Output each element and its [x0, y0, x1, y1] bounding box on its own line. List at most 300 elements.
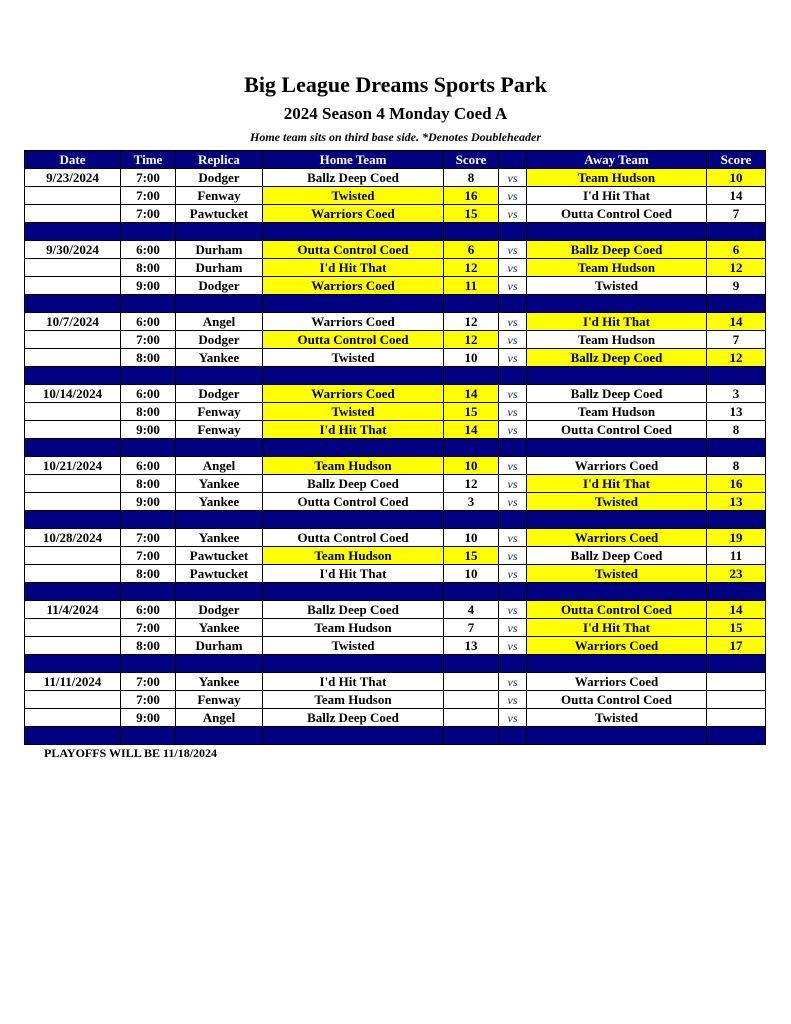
game-row [25, 457, 766, 475]
game-row [25, 709, 766, 727]
home-team: Warriors Coed [263, 277, 444, 295]
game-date: 10/21/2024 [25, 457, 121, 475]
home-team: Outta Control Coed [263, 529, 444, 547]
vs-label: vs [499, 259, 527, 277]
game-date [25, 331, 121, 349]
away-team: Ballz Deep Coed [527, 241, 707, 259]
game-time: 7:00 [121, 529, 176, 547]
separator-cell [121, 439, 176, 457]
separator-cell [263, 583, 444, 601]
game-field: Pawtucket [176, 565, 263, 583]
vs-label: vs [499, 691, 527, 709]
separator-cell [176, 223, 263, 241]
away-score [707, 709, 766, 727]
game-date [25, 547, 121, 565]
away-score: 9 [707, 277, 766, 295]
game-date [25, 493, 121, 511]
vs-label: vs [499, 601, 527, 619]
home-score: 15 [444, 205, 499, 223]
separator-cell [527, 511, 707, 529]
separator-cell [25, 655, 121, 673]
separator-cell [176, 511, 263, 529]
away-team: Warriors Coed [527, 673, 707, 691]
game-row [25, 331, 766, 349]
separator-cell [263, 727, 444, 745]
vs-label: vs [499, 547, 527, 565]
game-date [25, 187, 121, 205]
game-date [25, 709, 121, 727]
game-field: Dodger [176, 601, 263, 619]
separator-cell [707, 439, 766, 457]
separator-cell [121, 223, 176, 241]
game-date [25, 691, 121, 709]
home-team: Outta Control Coed [263, 241, 444, 259]
away-team: I'd Hit That [527, 187, 707, 205]
game-time: 7:00 [121, 673, 176, 691]
game-date [25, 619, 121, 637]
game-row [25, 169, 766, 187]
game-field: Angel [176, 313, 263, 331]
game-time: 8:00 [121, 565, 176, 583]
header-time: Time [121, 151, 176, 169]
separator-cell [527, 439, 707, 457]
away-score: 14 [707, 187, 766, 205]
game-time: 9:00 [121, 493, 176, 511]
home-score: 4 [444, 601, 499, 619]
away-team: I'd Hit That [527, 313, 707, 331]
away-team: Outta Control Coed [527, 601, 707, 619]
away-team: Ballz Deep Coed [527, 547, 707, 565]
separator-cell [527, 223, 707, 241]
vs-label: vs [499, 313, 527, 331]
home-score: 14 [444, 385, 499, 403]
game-field: Dodger [176, 331, 263, 349]
game-field: Angel [176, 457, 263, 475]
game-field: Yankee [176, 529, 263, 547]
game-time: 7:00 [121, 331, 176, 349]
separator-cell [527, 655, 707, 673]
game-date [25, 637, 121, 655]
home-score: 12 [444, 475, 499, 493]
away-team: Ballz Deep Coed [527, 349, 707, 367]
separator-cell [499, 727, 527, 745]
vs-label: vs [499, 529, 527, 547]
separator-cell [707, 511, 766, 529]
separator-cell [25, 511, 121, 529]
away-score: 14 [707, 601, 766, 619]
header-home-score: Score [444, 151, 499, 169]
away-team: Warriors Coed [527, 529, 707, 547]
page-subtitle: 2024 Season 4 Monday Coed A [283, 104, 508, 123]
game-field: Yankee [176, 673, 263, 691]
game-field: Pawtucket [176, 547, 263, 565]
game-row [25, 385, 766, 403]
home-score: 16 [444, 187, 499, 205]
game-time: 7:00 [121, 547, 176, 565]
home-team: Outta Control Coed [263, 493, 444, 511]
separator-cell [707, 367, 766, 385]
week-separator [25, 223, 766, 241]
vs-label: vs [499, 205, 527, 223]
game-date: 9/23/2024 [25, 169, 121, 187]
separator-cell [263, 439, 444, 457]
separator-cell [121, 583, 176, 601]
separator-cell [25, 583, 121, 601]
game-time: 9:00 [121, 709, 176, 727]
away-score: 16 [707, 475, 766, 493]
separator-cell [121, 367, 176, 385]
game-row [25, 673, 766, 691]
game-row [25, 547, 766, 565]
home-score: 10 [444, 457, 499, 475]
separator-cell [444, 511, 499, 529]
game-date: 9/30/2024 [25, 241, 121, 259]
home-team: Twisted [263, 403, 444, 421]
vs-label: vs [499, 673, 527, 691]
away-score: 11 [707, 547, 766, 565]
separator-cell [707, 727, 766, 745]
game-row [25, 637, 766, 655]
away-team: Outta Control Coed [527, 205, 707, 223]
away-team: Outta Control Coed [527, 421, 707, 439]
vs-label: vs [499, 277, 527, 295]
game-field: Durham [176, 259, 263, 277]
home-team: Ballz Deep Coed [263, 475, 444, 493]
home-team: I'd Hit That [263, 565, 444, 583]
away-team: I'd Hit That [527, 475, 707, 493]
vs-label: vs [499, 619, 527, 637]
game-row [25, 349, 766, 367]
game-field: Fenway [176, 691, 263, 709]
separator-cell [176, 655, 263, 673]
away-team: Ballz Deep Coed [527, 385, 707, 403]
game-time: 7:00 [121, 169, 176, 187]
header-home-team: Home Team [263, 151, 444, 169]
away-score: 8 [707, 457, 766, 475]
separator-cell [263, 511, 444, 529]
game-time: 7:00 [121, 619, 176, 637]
separator-cell [263, 223, 444, 241]
home-score: 10 [444, 349, 499, 367]
away-score: 12 [707, 259, 766, 277]
game-time: 6:00 [121, 313, 176, 331]
separator-cell [121, 295, 176, 313]
home-score: 15 [444, 403, 499, 421]
game-field: Yankee [176, 493, 263, 511]
week-separator [25, 511, 766, 529]
game-date: 10/28/2024 [25, 529, 121, 547]
game-field: Dodger [176, 169, 263, 187]
game-field: Pawtucket [176, 205, 263, 223]
home-team: Warriors Coed [263, 313, 444, 331]
game-field: Durham [176, 637, 263, 655]
home-score: 11 [444, 277, 499, 295]
game-date: 10/14/2024 [25, 385, 121, 403]
header-date: Date [25, 151, 121, 169]
vs-label: vs [499, 403, 527, 421]
game-date [25, 421, 121, 439]
vs-label: vs [499, 385, 527, 403]
separator-cell [263, 295, 444, 313]
game-row [25, 205, 766, 223]
separator-cell [444, 439, 499, 457]
home-score: 12 [444, 313, 499, 331]
week-separator [25, 583, 766, 601]
game-time: 6:00 [121, 241, 176, 259]
separator-cell [176, 439, 263, 457]
separator-cell [527, 295, 707, 313]
game-date: 11/11/2024 [25, 673, 121, 691]
game-row [25, 403, 766, 421]
separator-cell [527, 583, 707, 601]
separator-cell [499, 655, 527, 673]
vs-label: vs [499, 187, 527, 205]
vs-label: vs [499, 241, 527, 259]
game-date [25, 403, 121, 421]
home-score: 3 [444, 493, 499, 511]
game-field: Yankee [176, 619, 263, 637]
separator-cell [527, 367, 707, 385]
home-score: 12 [444, 259, 499, 277]
home-team: Outta Control Coed [263, 331, 444, 349]
game-row [25, 601, 766, 619]
home-team: I'd Hit That [263, 259, 444, 277]
game-row [25, 565, 766, 583]
separator-cell [707, 223, 766, 241]
home-team: I'd Hit That [263, 673, 444, 691]
week-separator [25, 295, 766, 313]
game-time: 6:00 [121, 457, 176, 475]
separator-cell [121, 511, 176, 529]
vs-label: vs [499, 565, 527, 583]
home-team: Team Hudson [263, 457, 444, 475]
game-date: 10/7/2024 [25, 313, 121, 331]
away-team: Twisted [527, 565, 707, 583]
away-team: Team Hudson [527, 331, 707, 349]
home-team: Warriors Coed [263, 205, 444, 223]
week-separator [25, 439, 766, 457]
home-score: 6 [444, 241, 499, 259]
home-score: 10 [444, 529, 499, 547]
separator-cell [121, 727, 176, 745]
header-away-score: Score [707, 151, 766, 169]
away-team: Warriors Coed [527, 637, 707, 655]
vs-label: vs [499, 169, 527, 187]
away-team: Outta Control Coed [527, 691, 707, 709]
game-row [25, 691, 766, 709]
game-row [25, 421, 766, 439]
game-row [25, 493, 766, 511]
home-team: Ballz Deep Coed [263, 601, 444, 619]
separator-cell [707, 583, 766, 601]
home-team: Warriors Coed [263, 385, 444, 403]
page-title: Big League Dreams Sports Park [244, 72, 547, 97]
separator-cell [176, 727, 263, 745]
game-row [25, 313, 766, 331]
vs-label: vs [499, 457, 527, 475]
home-score [444, 709, 499, 727]
separator-cell [444, 583, 499, 601]
separator-cell [444, 655, 499, 673]
separator-cell [527, 727, 707, 745]
game-field: Fenway [176, 421, 263, 439]
vs-label: vs [499, 637, 527, 655]
away-score [707, 691, 766, 709]
separator-cell [25, 223, 121, 241]
header-row [25, 151, 766, 169]
game-row [25, 475, 766, 493]
home-score [444, 691, 499, 709]
header-vs [499, 151, 527, 169]
week-separator [25, 367, 766, 385]
away-team: I'd Hit That [527, 619, 707, 637]
separator-cell [499, 367, 527, 385]
separator-cell [176, 583, 263, 601]
away-score: 6 [707, 241, 766, 259]
separator-cell [444, 295, 499, 313]
game-date [25, 349, 121, 367]
separator-cell [499, 439, 527, 457]
away-team: Twisted [527, 709, 707, 727]
game-row [25, 259, 766, 277]
game-time: 9:00 [121, 421, 176, 439]
away-score: 15 [707, 619, 766, 637]
separator-cell [444, 727, 499, 745]
home-team: Team Hudson [263, 619, 444, 637]
schedule-table [24, 150, 766, 745]
separator-cell [444, 223, 499, 241]
game-row [25, 241, 766, 259]
schedule-note: Home team sits on third base side. *Denotes Doubleheader [250, 130, 541, 144]
home-score: 14 [444, 421, 499, 439]
separator-cell [499, 223, 527, 241]
vs-label: vs [499, 421, 527, 439]
game-time: 7:00 [121, 187, 176, 205]
game-date [25, 205, 121, 223]
separator-cell [25, 439, 121, 457]
separator-cell [499, 295, 527, 313]
week-separator [25, 727, 766, 745]
game-row [25, 187, 766, 205]
vs-label: vs [499, 709, 527, 727]
game-time: 6:00 [121, 385, 176, 403]
home-team: Team Hudson [263, 547, 444, 565]
playoffs-note: PLAYOFFS WILL BE 11/18/2024 [44, 746, 218, 760]
game-time: 8:00 [121, 259, 176, 277]
game-date [25, 259, 121, 277]
vs-label: vs [499, 493, 527, 511]
away-score: 3 [707, 385, 766, 403]
separator-cell [707, 295, 766, 313]
game-time: 9:00 [121, 277, 176, 295]
home-score [444, 673, 499, 691]
away-score [707, 673, 766, 691]
game-date: 11/4/2024 [25, 601, 121, 619]
home-team: Team Hudson [263, 691, 444, 709]
home-team: I'd Hit That [263, 421, 444, 439]
separator-cell [25, 295, 121, 313]
away-score: 19 [707, 529, 766, 547]
vs-label: vs [499, 331, 527, 349]
week-separator [25, 655, 766, 673]
away-score: 10 [707, 169, 766, 187]
separator-cell [25, 367, 121, 385]
away-team: Team Hudson [527, 403, 707, 421]
vs-label: vs [499, 349, 527, 367]
home-team: Twisted [263, 637, 444, 655]
game-time: 8:00 [121, 637, 176, 655]
separator-cell [499, 511, 527, 529]
game-date [25, 565, 121, 583]
home-score: 10 [444, 565, 499, 583]
away-score: 17 [707, 637, 766, 655]
game-date [25, 277, 121, 295]
away-score: 13 [707, 403, 766, 421]
header-replica: Replica [176, 151, 263, 169]
home-team: Twisted [263, 187, 444, 205]
separator-cell [263, 655, 444, 673]
separator-cell [176, 295, 263, 313]
game-field: Fenway [176, 187, 263, 205]
game-time: 7:00 [121, 691, 176, 709]
separator-cell [25, 727, 121, 745]
game-field: Durham [176, 241, 263, 259]
home-team: Ballz Deep Coed [263, 709, 444, 727]
home-score: 8 [444, 169, 499, 187]
separator-cell [444, 367, 499, 385]
home-score: 15 [444, 547, 499, 565]
away-team: Team Hudson [527, 169, 707, 187]
away-score: 13 [707, 493, 766, 511]
game-time: 7:00 [121, 205, 176, 223]
away-score: 8 [707, 421, 766, 439]
game-field: Fenway [176, 403, 263, 421]
away-team: Twisted [527, 493, 707, 511]
vs-label: vs [499, 475, 527, 493]
game-time: 8:00 [121, 403, 176, 421]
away-score: 12 [707, 349, 766, 367]
home-team: Ballz Deep Coed [263, 169, 444, 187]
away-team: Warriors Coed [527, 457, 707, 475]
away-team: Twisted [527, 277, 707, 295]
game-row [25, 277, 766, 295]
game-field: Angel [176, 709, 263, 727]
header-away-team: Away Team [527, 151, 707, 169]
home-team: Twisted [263, 349, 444, 367]
away-score: 7 [707, 205, 766, 223]
game-row [25, 529, 766, 547]
game-time: 8:00 [121, 349, 176, 367]
game-time: 8:00 [121, 475, 176, 493]
game-row [25, 619, 766, 637]
home-score: 7 [444, 619, 499, 637]
away-team: Team Hudson [527, 259, 707, 277]
separator-cell [707, 655, 766, 673]
away-score: 23 [707, 565, 766, 583]
separator-cell [263, 367, 444, 385]
away-score: 7 [707, 331, 766, 349]
home-score: 13 [444, 637, 499, 655]
away-score: 14 [707, 313, 766, 331]
game-field: Dodger [176, 385, 263, 403]
home-score: 12 [444, 331, 499, 349]
game-field: Dodger [176, 277, 263, 295]
separator-cell [176, 367, 263, 385]
separator-cell [499, 583, 527, 601]
game-field: Yankee [176, 475, 263, 493]
game-time: 6:00 [121, 601, 176, 619]
game-date [25, 475, 121, 493]
